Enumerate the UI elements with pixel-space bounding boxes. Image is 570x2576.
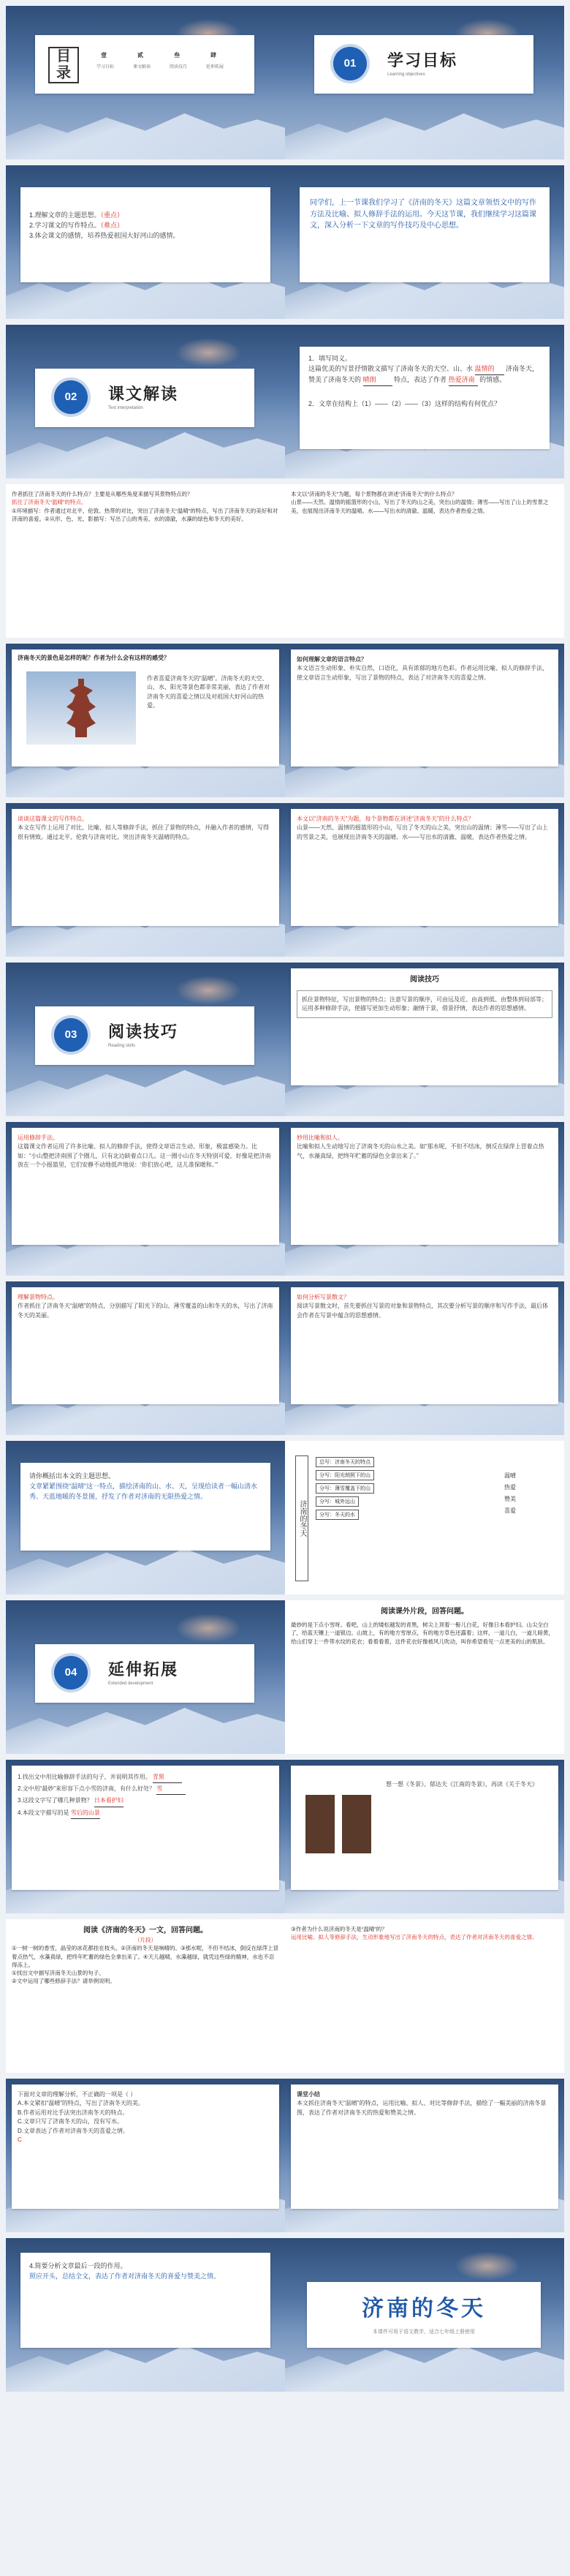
door-icon — [305, 1795, 335, 1853]
final-opt-d: D.文章表达了作者对济南冬天的喜爱之情。 — [18, 2127, 129, 2134]
ext-compare-head: 想一想《冬景》、郁达夫《江南的冬景》，再读《关于冬天》 — [386, 1781, 538, 1788]
ext-final-card — [12, 2084, 279, 2209]
goals-intro-text: 同学们，上一节课我们学习了《济南的冬天》这篇文章领悟文中的写作方法及比喻、拟人修辞手法的运用。今天这节课，我们继续学习这篇课文，深入分析一下文章的写作技巧及中心思想。 — [310, 199, 536, 230]
toc-label-1: 学习目标 — [96, 65, 115, 69]
goals-title: 学习目标 — [387, 51, 458, 69]
end-footer: 本课件可用于语文教学，适合七年级上册使用 — [373, 2330, 475, 2335]
reading-q5-head: 济南冬天的景色是怎样的呢？作者为什么会有这样的感受？ — [18, 655, 170, 661]
slide-structure-diagram — [285, 1441, 564, 1594]
ext-read2-q1: ①找出文中描写济南冬天山景的句子。 — [12, 1970, 104, 1976]
summary-body: 本文抓住济南冬天“温晴”的特点，运用比喻、拟人、对比等修辞手法，描绘了一幅美丽的济南冬景图，表达了作者对济南冬天的热爱和赞美之情。 — [297, 2100, 547, 2116]
diagram-node-2: 分写：阳光朗照下的山 — [316, 1470, 374, 1480]
slide-reading-q1 — [285, 325, 564, 478]
slide-ext-cover — [6, 1600, 285, 1754]
ext-read3-ans: 运用比喻、拟人等修辞手法，生动形象地写出了济南冬天的特点，表达了作者对济南冬天的喜爱之情。 — [291, 1934, 538, 1941]
slide-reading-cover — [6, 325, 285, 478]
reading-q5-ans: 作者喜爱济南冬天的“温晴”。济南冬天的天空、山、水、阳光等景色都非常美丽，表达了作者对济南冬天的喜爱之情以及对祖国大好河山的热爱。 — [147, 675, 270, 709]
goal-1: 1.理解文章的主题思想。（重点） — [29, 211, 124, 219]
door-icon-2 — [342, 1795, 371, 1853]
reading-q4-head: 本文以“济南的冬天”为题，每个景物都在讲述“济南冬天”的什么特点？ — [291, 491, 457, 497]
reading-q6-ans: 本文语言生动形象、朴实自然，口语化，具有浓郁的地方色彩。作者运用比喻、拟人的修辞手法，使文章语言生动形象，写出了景物的特点，表达了对济南冬天的喜爱之情。 — [297, 665, 548, 681]
skills-q3-head: 理解景物特点。 — [18, 1294, 58, 1300]
skills-q5-card — [20, 1463, 270, 1551]
slide-skills-q5 — [6, 1441, 285, 1594]
ext-read3-q3: ③作者为什么说济南的冬天是“温晴”的？ — [291, 1926, 387, 1932]
reading-more-card — [291, 809, 558, 926]
reading-q6-card — [291, 649, 558, 767]
reading-q7-head: 谈谈这篇课文的写作特点。 — [18, 816, 88, 822]
ext-read2-body: ①一树一树的香雪，晶莹的冰花都挂在枝头。②济南的冬天是响晴的。③那水呢，不但不结冰，倒反在绿萍上冒着点热气，水藻真绿，把终年贮蓄的绿色全拿出来了。④天儿越晴，水藻越绿，就凭这些绿的精神，水也不忍得冻上。 — [12, 1945, 279, 1968]
slide-skills-cover — [6, 963, 285, 1116]
goals-subtitle: Learning objectives — [387, 72, 425, 77]
slide-end — [285, 2238, 564, 2392]
goal-3: 3.体会课文的感情，培养热爱祖国大好河山的感情。 — [29, 231, 180, 239]
reading-q5-card — [12, 649, 279, 767]
diagram-nodes — [314, 1455, 482, 1521]
toc-label-2: 课文解读 — [133, 65, 151, 69]
slide-ext-final — [6, 2079, 285, 2232]
slide-skills-box — [285, 963, 564, 1116]
diagram-node-1: 总写：济南冬天的特点 — [316, 1457, 374, 1467]
reading-q4-head-repeat: 本文以“济南的冬天”为题，每个景物都在讲述“济南冬天”的什么特点？ — [297, 816, 474, 822]
reading-q1-body: 这篇优美的写景抒情散文描写了济南冬天的天空、山、水 温情的 济南冬天，赞美了济南冬天的 晴朗 特点，表达了作者 热爱济南 的情感。 — [308, 364, 541, 386]
diagram-right-2: 热爱 — [504, 1484, 516, 1491]
slide-ext-questions — [6, 1760, 285, 1913]
slide-skills-q2 — [285, 1122, 564, 1276]
skills-q1-card — [12, 1128, 279, 1245]
skills-box-title: 阅读技巧 — [410, 976, 439, 984]
end-title: 济南的冬天 — [362, 2297, 486, 2321]
ext-closing-card — [20, 2253, 270, 2348]
closing-head: 4.简要分析文章最后一段的作用。 — [29, 2262, 127, 2270]
goals-intro-card — [300, 187, 550, 282]
ext-read2-title: 阅读《济南的冬天》一文，回答问题。 — [83, 1927, 208, 1935]
ext-read2-q2: ②文中运用了哪些修辞手法？请举例说明。 — [12, 1978, 115, 1985]
toc-item-3[interactable]: 叁 — [174, 52, 180, 59]
diagram-node-5: 分写：冬天的水 — [316, 1510, 359, 1520]
skills-q2-body: 比喻和拟人生动地写出了济南冬天的山水之美。如“那水呢，不但不结冰，倒反在绿萍上冒着点热气，水藻真绿，把终年贮蓄的绿色全拿出来了。” — [297, 1143, 544, 1159]
slide-ext-read2 — [6, 1919, 285, 2073]
reading-title: 课文解读 — [108, 385, 179, 403]
skills-q3-body: 作者抓住了济南冬天“温晴”的特点，分别描写了阳光下的山、薄雪覆盖的山和冬天的水，写出了济南冬天的美丽。 — [18, 1303, 273, 1319]
skills-number: 03 — [54, 1018, 88, 1052]
ext-questions-card — [12, 1766, 279, 1890]
diagram-title: 济南的冬天 — [295, 1455, 308, 1581]
toc-title: 目录 — [48, 47, 79, 83]
reading-q7-ans: 本文在写作上运用了对比、比喻、拟人等修辞手法，抓住了景物的特点，并融入作者的感情，写得很有情致。通过北平、伦敦与济南对比，突出济南冬天温晴的特点。 — [18, 824, 269, 840]
ext-cover-card — [35, 1644, 254, 1703]
skills-q4-head: 如何分析写景散文？ — [297, 1294, 349, 1300]
reading-q6-head: 如何理解文章的语言特点？ — [297, 656, 367, 663]
slide-reading-q4 — [285, 484, 564, 638]
skills-q5-body: 文章紧紧围绕“温晴”这一特点，描绘济南的山、水、天，呈现给读者一幅山清水秀、天蓝地暖的冬景图，抒发了作者对济南的无限热爱之情。 — [29, 1482, 257, 1500]
diagram-right-3: 赞美 — [504, 1496, 516, 1502]
skills-box-body: 抓住景物特征，写出景物的特点；注意写景的顺序，可由远及近、由高到低、由整体到局部等；运用多种修辞手法，使描写更加生动形象；融情于景，借景抒情，表达作者的思想感情。 — [297, 990, 552, 1019]
slide-reading-q7 — [6, 803, 285, 957]
slide-goals-cover — [285, 6, 564, 159]
pagoda-image — [26, 671, 136, 745]
end-card — [307, 2282, 541, 2348]
ext-q2: 2.文中用“最妙”来形容下点小雪的济南，有什么好处？ 雪 — [18, 1783, 273, 1795]
ext-read-body: 最妙的是下点小雪呀。看吧，山上的矮松越发的青黑，树尖上顶着一髻儿白花，好像日本看护妇。山尖全白了，给蓝天镶上一道银边。山坡上，有的地方雪厚点，有的地方草色还露着；这样，一道儿白，一道儿暗黄，给山们穿上一件带水纹的花衣；看着看着，这件花衣好像被风儿吹动，叫你希望看见一点更美的山的肌肤。 — [291, 1621, 554, 1645]
skills-q5-head: 请你概括出本文的主题思想。 — [29, 1472, 115, 1480]
slide-goals-intro — [285, 165, 564, 319]
skills-title: 阅读技巧 — [108, 1023, 179, 1041]
final-answer: C — [18, 2136, 22, 2143]
slide-skills-q3 — [6, 1281, 285, 1435]
goals-list-card — [20, 187, 270, 282]
slide-ext-closing — [6, 2238, 285, 2392]
toc-label-3: 阅读技巧 — [170, 65, 188, 69]
goals-number: 01 — [333, 47, 367, 80]
diagram-node-4: 分写：城外远山 — [316, 1496, 359, 1507]
ext-compare-card — [291, 1766, 558, 1890]
skills-q2-card — [291, 1128, 558, 1245]
goal-2: 2.学习课文的写作特点。（难点） — [29, 221, 124, 229]
slide-toc — [6, 6, 285, 159]
slide-reading-q5 — [6, 644, 285, 797]
skills-q1-head: 运用修辞手法。 — [18, 1134, 58, 1141]
skills-cover-card — [35, 1006, 254, 1065]
toc-item-1[interactable]: 壹 — [101, 52, 107, 59]
reading-subtitle: Text interpretation — [108, 406, 143, 410]
toc-card — [35, 35, 254, 94]
reading-q3-ans-red: 抓住了济南冬天“温晴”的特点。 — [12, 499, 87, 506]
blank-3: 热爱济南 — [449, 375, 478, 386]
diagram-right-1: 温晴 — [504, 1472, 516, 1479]
ext-subtitle: Extended development — [108, 1681, 153, 1686]
ext-q4: 4.本段文字描写的是 雪后的山景 — [18, 1807, 273, 1819]
skills-subtitle: Reading skills — [108, 1044, 136, 1048]
reading-q4-ans: 山景——天然、温情的摇篮形的小山，写出了冬天的山之美，突出山的温情；薄雪——写出了山上的雪景之美，也展现出济南冬天的温晴。水——写出水的清澈、温暖，表达作者热爱之情。 — [291, 499, 549, 514]
blank-2: 晴朗 — [363, 375, 392, 386]
ext-title: 延伸拓展 — [108, 1660, 179, 1679]
skills-q4-body: 阅读写景散文时，首先要抓住写景的对象和景物特点，其次要分析写景的顺序和写作手法，最后体会作者在写景中蕴含的思想感情。 — [297, 1303, 548, 1319]
slide-reading-q6 — [285, 644, 564, 797]
slide-reading-q3 — [6, 484, 285, 638]
reading-q3-head: 作者抓住了济南冬天的什么特点？主要是从哪些角度来描写其景物特点的？ — [12, 491, 193, 497]
skills-q4-card — [291, 1287, 558, 1404]
toc-label-4: 延伸拓展 — [206, 65, 224, 69]
reading-q1-head: 1．填写同义。 — [308, 355, 352, 362]
final-opt-a: A.本文紧扣“温晴”的特点，写出了济南冬天的美。 — [18, 2100, 144, 2107]
slide-reading-more — [285, 803, 564, 957]
diagram-right-4: 喜爱 — [504, 1507, 516, 1514]
slide-skills-q4 — [285, 1281, 564, 1435]
reading-number: 02 — [54, 380, 88, 414]
reading-q1-card — [300, 347, 550, 449]
reading-q4-ans-repeat: 山景——天然、温情的摇篮形的小山，写出了冬天的山之美，突出山的温情；薄雪——写出了山上的雪景之美，也展现出济南冬天的温晴。水——写出水的清澈、温暖，表达作者热爱之情。 — [297, 824, 548, 840]
toc-item-4[interactable]: 肆 — [210, 52, 216, 59]
ext-number: 04 — [54, 1656, 88, 1690]
summary-head: 课堂小结 — [297, 2091, 320, 2098]
slide-goals-list — [6, 165, 285, 319]
goals-cover-card — [314, 35, 533, 94]
reading-q7-card — [12, 809, 279, 926]
diagram-node-3: 分写：薄雪覆盖下的山 — [316, 1483, 374, 1494]
reading-cover-card — [35, 369, 254, 427]
final-q-head: 下面对文章的理解分析，不正确的一项是（ ） — [18, 2091, 137, 2098]
diagram-right — [504, 1470, 548, 1517]
ext-read2-sub: （片段） — [134, 1937, 156, 1943]
skills-q1-body: 这篇课文作者运用了许多比喻、拟人的修辞手法，使得文章语言生动、形象，极富感染力。比如：“小山整把济南围了个圈儿，只有北边缺着点口儿。这一圈小山在冬天特别可爱，好像是把济南放在一个小摇篮里，它们安静不动地低声地说：‘你们放心吧，这儿准保暖和。’” — [18, 1143, 271, 1169]
slide-ext-read3 — [285, 1919, 564, 2073]
ext-read-head: 阅读课外片段，回答问题。 — [381, 1608, 468, 1616]
reading-q2: 2．文章在结构上（1）——（2）——（3）这样的结构有何优点？ — [308, 399, 501, 407]
pagoda-icon — [66, 679, 96, 737]
skills-q3-card — [12, 1287, 279, 1404]
slide-skills-q1 — [6, 1122, 285, 1276]
ext-q3: 3.这段文字写了哪几种景物？ 日本看护妇 — [18, 1795, 273, 1807]
blank-1: 温情的 — [475, 364, 504, 375]
ext-q1: 1.找出文中用比喻修辞手法的句子，并说明其作用。 青黑 — [18, 1771, 273, 1783]
slide-ext-read — [285, 1600, 564, 1754]
closing-body: 照应开头，总结全文，表达了作者对济南冬天的喜爱与赞美之情。 — [29, 2272, 221, 2280]
toc-item-2[interactable]: 贰 — [137, 52, 143, 59]
final-opt-b: B.作者运用对比手法突出济南冬天的特点。 — [18, 2109, 129, 2116]
skills-q2-head: 妙用比喻和拟人。 — [297, 1134, 343, 1141]
skills-box-card — [291, 968, 558, 1085]
final-opt-c: C.文章只写了济南冬天的山，没有写水。 — [18, 2118, 123, 2125]
slide-ext-summary — [285, 2079, 564, 2232]
slide-ext-compare — [285, 1760, 564, 1913]
ext-summary-card — [291, 2084, 558, 2209]
reading-q3-ans: ①环境描写：作者通过对北平、伦敦、热带的对比，突出了济南冬天“温晴”的特点，写出了济南冬天的美好和对济南的喜爱。②从形、色、光、影描写：写出了山的秀美、水的清澈，水藻的绿色和冬天的美好。 — [12, 507, 278, 522]
